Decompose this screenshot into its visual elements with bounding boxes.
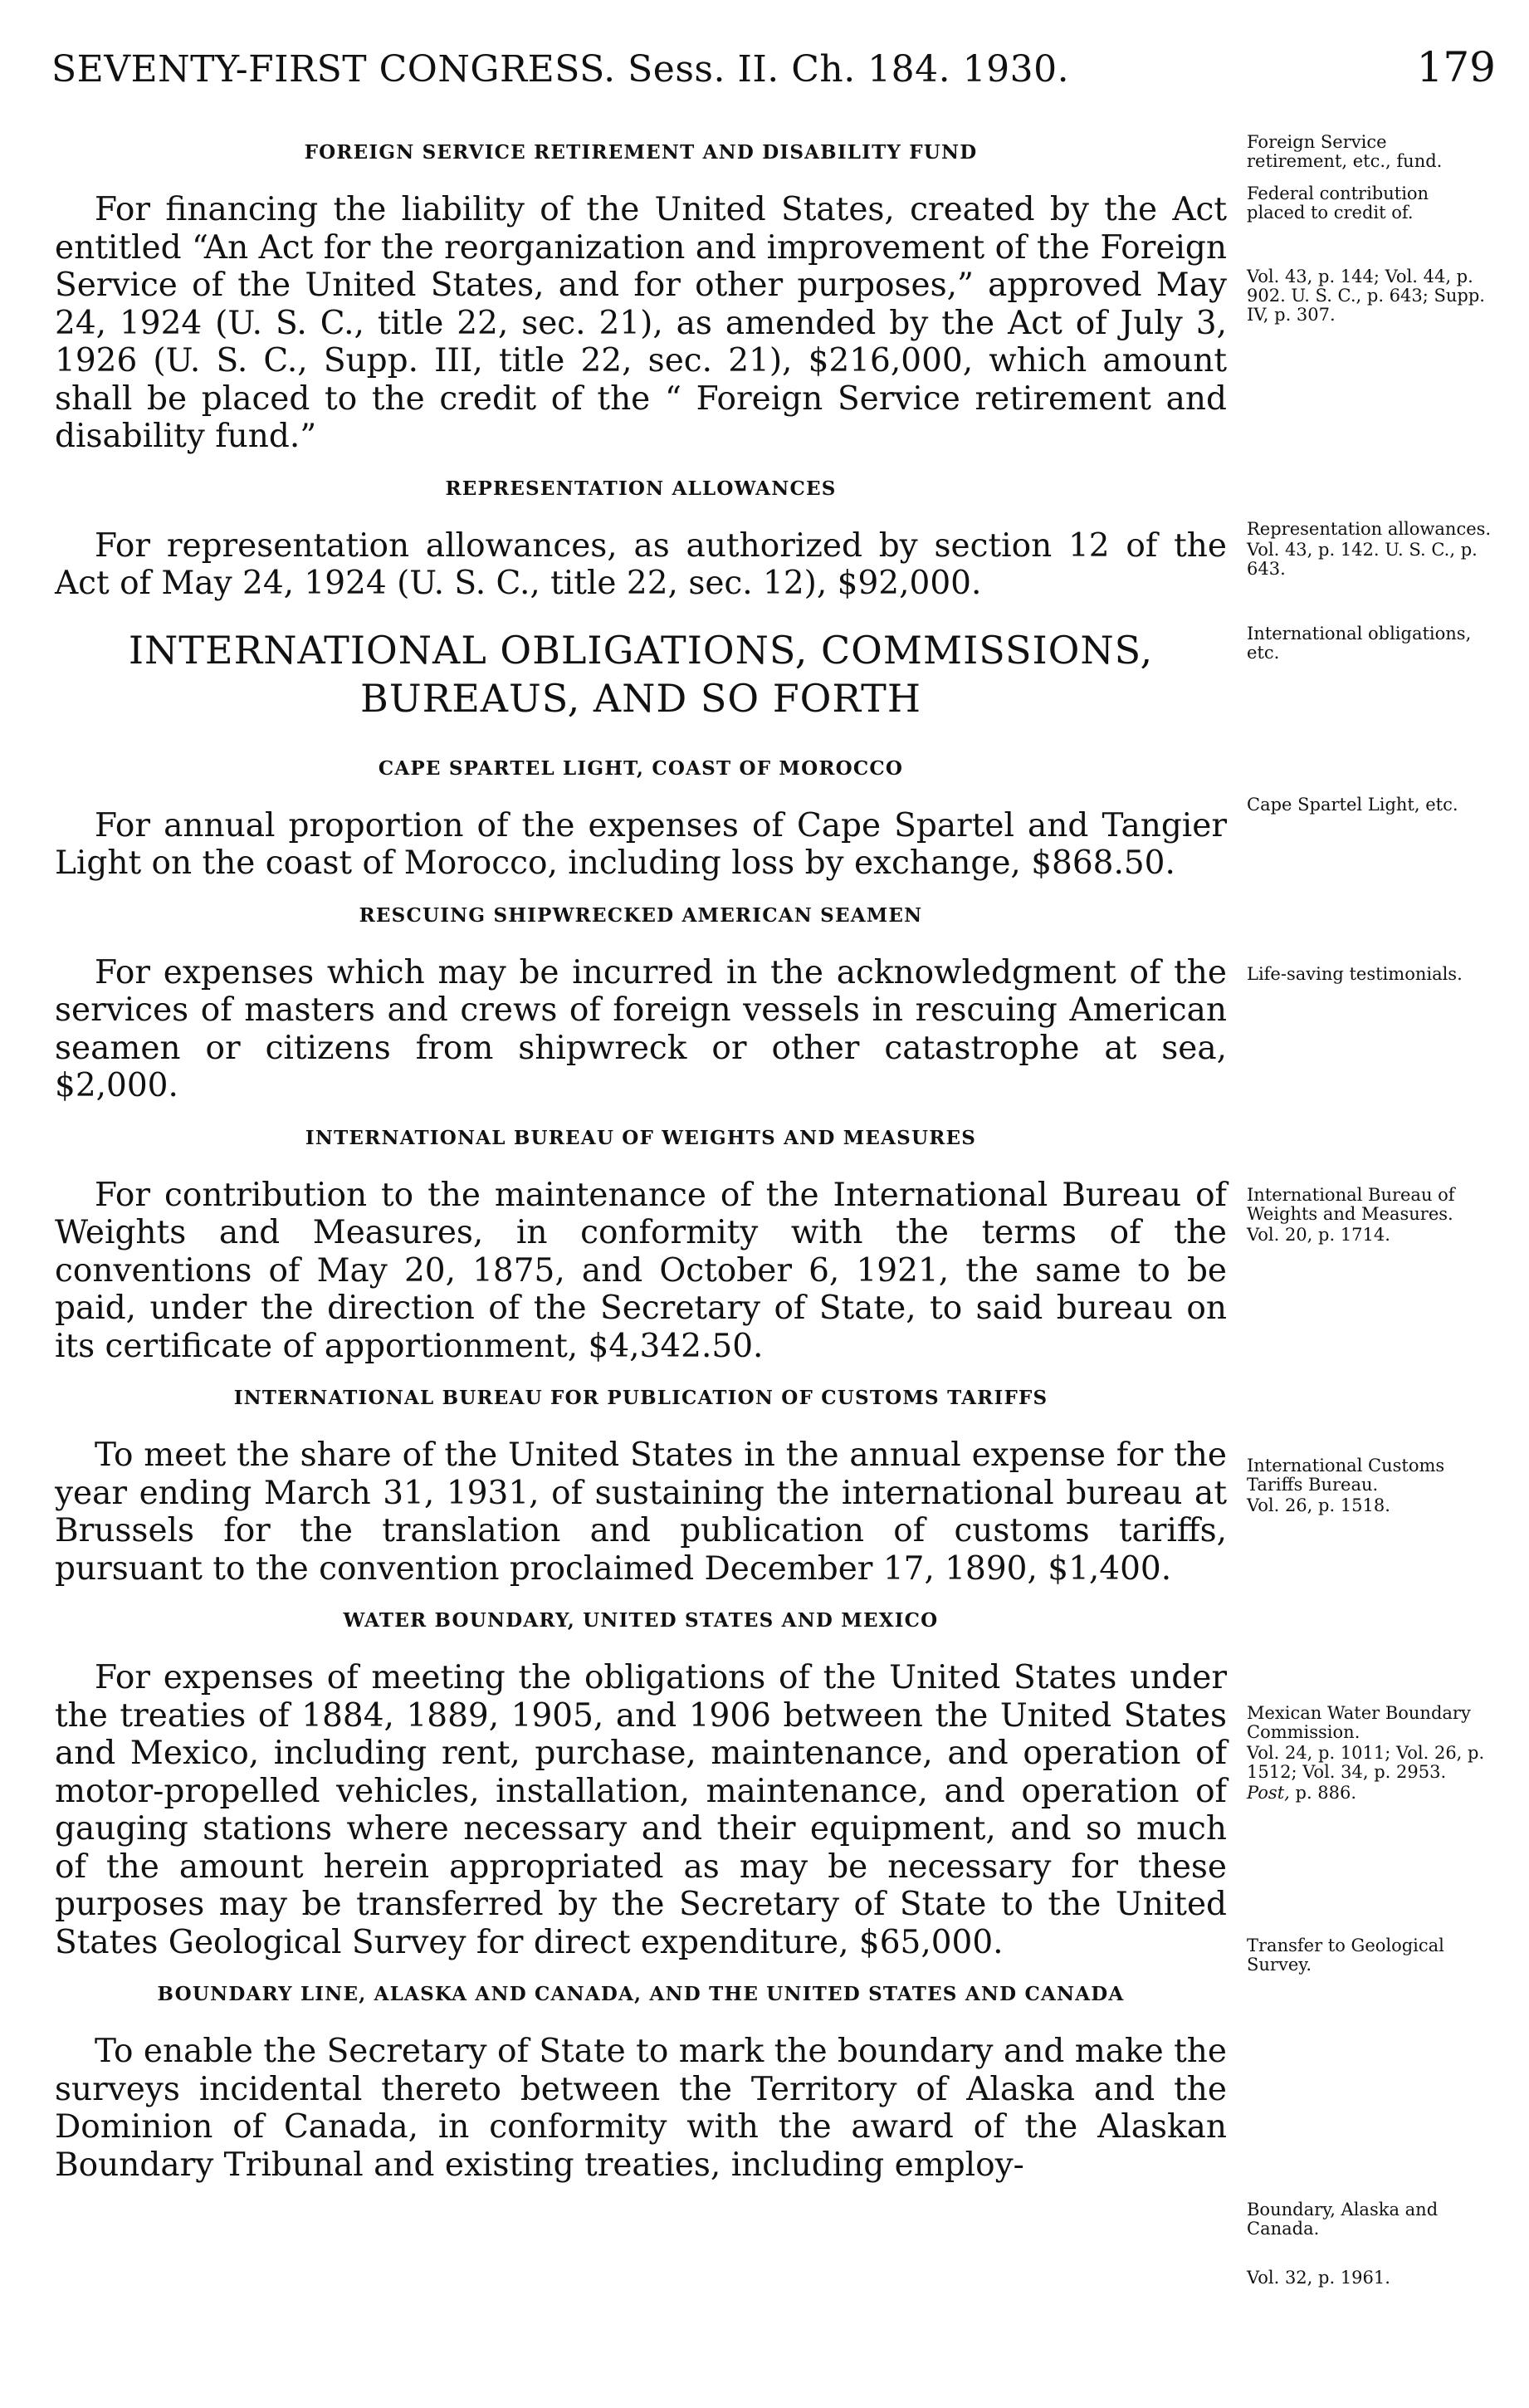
margin-note-foreign-service-citation — [1247, 267, 1492, 325]
running-head — [51, 43, 1496, 98]
section-heading-customs-tariffs: INTERNATIONAL BUREAU FOR PUBLICATION OF CUSTOMS TARIFFS — [233, 1387, 1048, 1409]
margin-note-weights-measures — [1247, 1186, 1492, 1245]
paragraph-customs-tariffs: To meet the share of the United States in the annual expense for the year ending March 31, 1931, of sustaining the international bureau at Brussels for the translation and publication of customs tariffs, pursuant to the convention proclaimed December 17, 1890, $1,400. — [55, 1436, 1227, 1588]
margin-note-post-word: Post, — [1247, 1783, 1290, 1803]
margin-note-international-obligations — [1247, 624, 1492, 663]
margin-note-text: International Customs Tariffs Bureau. — [1247, 1456, 1445, 1495]
margin-note-representation — [1247, 520, 1492, 579]
margin-note-citation: Vol. 43, p. 142. U. S. C., p. 643. — [1247, 540, 1478, 579]
margin-note-mexican-water — [1247, 1704, 1492, 1803]
paragraph-shipwrecked-seamen: For expenses which may be incurred in the acknowledgment of the services of masters and crews of foreign vessels in rescuing American seamen or citizens from shipwreck or other catastrophe at sea, $2,000. — [55, 953, 1227, 1104]
section-heading-weights-measures: INTERNATIONAL BUREAU OF WEIGHTS AND MEASURES — [305, 1126, 977, 1149]
section-heading-boundary-line: BOUNDARY LINE, ALASKA AND CANADA, AND THE UNITED STATES AND CANADA — [157, 1983, 1125, 2005]
margin-note-foreign-service — [1247, 133, 1492, 171]
margin-note-boundary-alaska-citation — [1247, 2269, 1492, 2288]
margin-note-text: International obligations, etc. — [1247, 624, 1472, 663]
margin-note-citation: Vol. 20, p. 1714. — [1247, 1225, 1390, 1245]
running-head-title: SEVENTY-FIRST CONGRESS. Sess. II. Ch. 184. 1930. — [51, 48, 1070, 91]
margin-note-customs-tariffs — [1247, 1456, 1492, 1515]
margin-note-transfer-geological — [1247, 1936, 1492, 1975]
margin-note-text: Mexican Water Boundary Commission. — [1247, 1703, 1471, 1742]
margin-note-text: Life-saving testimonials. — [1247, 964, 1463, 984]
margin-note-citation: Vol. 32, p. 1961. — [1247, 2268, 1390, 2288]
margin-note-cape-spartel — [1247, 795, 1492, 815]
paragraph-representation-allowances: For representation allowances, as authorized by section 12 of the Act of May 24, 1924 (U. S. C., title 22, sec. 12), $92,000. — [55, 526, 1227, 602]
margin-note-post-page: p. 886. — [1295, 1783, 1357, 1803]
margin-note-text: Boundary, Alaska and Canada. — [1247, 2200, 1439, 2239]
margin-note-text: Foreign Service retirement, etc., fund. — [1247, 132, 1443, 171]
paragraph-weights-measures: For contribution to the maintenance of the International Bureau of Weights and Measures, in conformity with the terms of the conventions of May 20, 1875, and October 6, 1921, the same to be paid, under the direction of the Secretary of State, to said bureau on its certificate of apportionment, $4,342.50. — [55, 1176, 1227, 1365]
margin-note-text: Representation allowances. — [1247, 519, 1492, 539]
margin-note-text: Transfer to Geological Survey. — [1247, 1936, 1444, 1975]
section-heading-water-boundary: WATER BOUNDARY, UNITED STATES AND MEXICO — [343, 1609, 939, 1632]
margin-note-text: International Bureau of Weights and Measures. — [1247, 1185, 1455, 1224]
margin-note-text: Federal contribution placed to credit of. — [1247, 184, 1429, 223]
margin-note-life-saving — [1247, 965, 1492, 984]
paragraph-boundary-line: To enable the Secretary of State to mark the boundary and make the surveys incidental thereto between the Territory of Alaska and the Dominion of Canada, in conformity with the award of the Alaskan Boundary Tribunal and existing treaties, including employ- — [55, 2033, 1227, 2184]
margin-note-text: Cape Spartel Light, etc. — [1247, 795, 1458, 815]
margin-note-citation: Vol. 24, p. 1011; Vol. 26, p. 1512; Vol. 34, p. 2953. — [1247, 1743, 1485, 1782]
section-heading-representation-allowances: REPRESENTATION ALLOWANCES — [445, 477, 837, 500]
division-heading-international-obligations: INTERNATIONAL OBLIGATIONS, COMMISSIONS, BUREAUS, AND SO FORTH — [128, 627, 1154, 721]
section-heading-shipwrecked-seamen: RESCUING SHIPWRECKED AMERICAN SEAMEN — [359, 903, 923, 927]
page-number: 179 — [1416, 43, 1496, 91]
paragraph-cape-spartel: For annual proportion of the expenses of Cape Spartel and Tangier Light on the coast of Morocco, including loss by exchange, $868.50. — [55, 806, 1227, 882]
margin-note-citation-post — [1247, 1784, 1492, 1803]
paragraph-foreign-service-fund: For financing the liability of the United States, created by the Act entitled “An Act for the reorganization and improvement of the Foreign Service of the United States, and for other purposes,” approved May 24, 1924 (U. S. C., title 22, sec. 21), as amended by the Act of July 3, 1926 (U. S. C., Supp. III, title 22, sec. 21), $216,000, which amount shall be placed to the credit of the “ Foreign Service retirement and disability fund.” — [55, 191, 1227, 455]
margin-note-citation: Vol. 43, p. 144; Vol. 44, p. 902. U. S. C., p. 643; Supp. IV, p. 307. — [1247, 267, 1485, 325]
margin-note-boundary-alaska — [1247, 2200, 1492, 2239]
section-heading-cape-spartel: CAPE SPARTEL LIGHT, COAST OF MOROCCO — [378, 756, 904, 780]
main-text-column — [55, 139, 1227, 2197]
margin-note-federal-contribution — [1247, 184, 1492, 223]
margin-note-citation: Vol. 26, p. 1518. — [1247, 1495, 1390, 1515]
section-heading-foreign-service-fund: FOREIGN SERVICE RETIREMENT AND DISABILITY FUND — [304, 141, 978, 164]
paragraph-water-boundary: For expenses of meeting the obligations of the United States under the treaties of 1884, 1889, 1905, and 1906 between the United States and Mexico, including rent, purchase, maintenance, and operation of motor-propelled vehicles, installation, maintenance, and operation of gauging stations where necessary and their equipment, and so much of the amount herein appropriated as may be necessary for these purposes may be transferred by the Secretary of State to the United States Geological Survey for direct expenditure, $65,000. — [55, 1659, 1227, 1961]
